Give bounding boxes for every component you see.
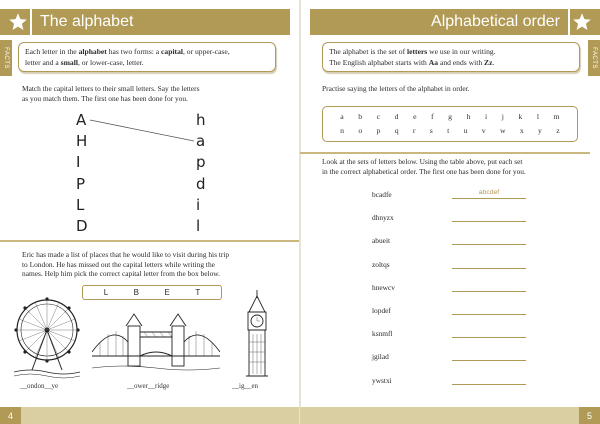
- fact-text: , or lower-case, letter.: [77, 57, 144, 67]
- order-item: [372, 283, 542, 306]
- place-blank-tower-bridge[interactable]: __ower__ridge: [127, 382, 170, 390]
- fact-keyword: Zz: [484, 57, 493, 67]
- eric-instruction: [22, 250, 229, 279]
- jumbled-letters: ksnmfl: [372, 329, 393, 339]
- fact-text: has two forms: a: [106, 47, 162, 56]
- small-letter[interactable]: a: [196, 132, 206, 151]
- small-letter[interactable]: l: [196, 216, 201, 235]
- alphabet-row-1: [333, 110, 567, 124]
- answer-line[interactable]: [452, 384, 526, 385]
- small-letter[interactable]: i: [196, 195, 201, 214]
- alphabet-letter: v: [481, 126, 486, 135]
- small-letter[interactable]: d: [196, 174, 206, 193]
- instruction-line: in the correct alphabetical order. The first one has been done for you.: [322, 166, 526, 176]
- small-letters-column: [196, 110, 206, 237]
- jumbled-letters: abueit: [372, 236, 391, 246]
- alphabet-letter: f: [431, 112, 434, 121]
- alphabet-table: [322, 106, 578, 142]
- instruction-line: as you match them. The first one has been done for you.: [22, 93, 188, 103]
- jumbled-letters: dhnyzx: [372, 213, 394, 223]
- left-footer-bar: [21, 407, 300, 424]
- jumbled-letters: hnewcv: [372, 282, 395, 292]
- answer-line[interactable]: [452, 268, 526, 269]
- answer-line[interactable]: [452, 244, 526, 245]
- alphabet-letter: j: [501, 112, 504, 121]
- alphabet-letter: m: [553, 112, 560, 121]
- alphabet-letter: w: [499, 126, 506, 135]
- practise-instruction: Practise saying the letters of the alphabet in order.: [322, 84, 470, 93]
- alphabet-letter: u: [463, 126, 468, 135]
- london-eye-illustration: [14, 292, 80, 380]
- alphabet-row-2: [333, 124, 567, 138]
- answer-line[interactable]: [452, 314, 526, 315]
- fact-text: The English alphabet starts with: [329, 57, 429, 67]
- alphabet-letter: a: [340, 112, 344, 121]
- alphabet-letter: d: [394, 112, 399, 121]
- jumbled-letters: zoltqs: [372, 259, 390, 269]
- left-page-title: The alphabet: [40, 13, 134, 30]
- answer-line[interactable]: [452, 221, 526, 222]
- instruction-line: Eric has made a list of places that he would like to visit during his trip: [22, 250, 230, 259]
- right-page-title: Alphabetical order: [431, 13, 560, 30]
- alphabet-letter: c: [376, 112, 381, 121]
- answer-line[interactable]: [452, 360, 526, 361]
- tower-bridge-illustration: [92, 312, 220, 378]
- answer-line[interactable]: [452, 291, 526, 292]
- jumbled-letters: jgilad: [372, 352, 389, 362]
- alphabet-letter: n: [340, 126, 345, 135]
- star-icon: [570, 10, 594, 34]
- alphabet-letter: x: [519, 126, 524, 135]
- order-item: [372, 213, 542, 236]
- alphabet-letter: p: [376, 126, 381, 135]
- alphabet-letter: s: [429, 126, 433, 135]
- fact-text: .: [492, 57, 495, 67]
- big-ben-illustration: [240, 290, 274, 380]
- order-item: [372, 306, 542, 329]
- alphabet-letter: i: [485, 112, 488, 121]
- order-item: [372, 260, 542, 283]
- choice-letter[interactable]: B: [133, 288, 140, 297]
- facts-tab-label: FACTS: [3, 47, 9, 69]
- alphabet-letter: g: [448, 112, 453, 121]
- capital-letter[interactable]: D: [76, 216, 88, 235]
- fact-text: Each letter in the: [25, 47, 79, 56]
- alphabet-letter: z: [556, 126, 560, 135]
- capital-letter[interactable]: A: [76, 111, 87, 129]
- section-divider: [0, 240, 300, 242]
- right-facts-tab: [588, 40, 600, 76]
- place-blank-big-ben[interactable]: __ig__en: [232, 382, 259, 390]
- facts-tab-label: FACTS: [591, 47, 597, 69]
- jumbled-letters: ywstxi: [372, 375, 392, 385]
- order-item: [372, 376, 542, 399]
- left-page-number: 4: [0, 407, 21, 424]
- jumbled-letters: bcadfe: [372, 190, 392, 199]
- section-divider: [300, 152, 590, 154]
- instruction-line: Match the capital letters to their small letters. Say the letters: [22, 84, 200, 93]
- alphabet-letter: e: [413, 112, 417, 121]
- fact-text: , or upper-case,: [182, 47, 230, 56]
- small-letter[interactable]: p: [196, 153, 206, 172]
- capital-letter-choices: [82, 285, 222, 300]
- choice-letter[interactable]: L: [103, 288, 109, 297]
- choice-letter[interactable]: E: [164, 288, 170, 297]
- order-instruction: [322, 157, 526, 176]
- answer-line[interactable]: [452, 198, 526, 199]
- right-footer-bar: [300, 407, 579, 424]
- alphabet-letter: h: [466, 112, 471, 121]
- fact-text: we use in our writing.: [427, 47, 496, 56]
- capital-letter[interactable]: H: [76, 132, 88, 151]
- right-page: [300, 0, 600, 424]
- right-fact-box: [322, 42, 580, 72]
- place-blank-london-eye[interactable]: __ondon__ye: [20, 382, 59, 390]
- alphabet-letter: t: [447, 126, 450, 135]
- capital-letter[interactable]: I: [76, 153, 81, 172]
- small-letter[interactable]: h: [196, 111, 206, 129]
- order-item: [372, 236, 542, 259]
- instruction-line: Look at the sets of letters below. Using the table above, put each set: [322, 157, 523, 166]
- alphabet-letter: b: [358, 112, 363, 121]
- fact-keyword: small: [60, 57, 78, 67]
- order-item: [372, 352, 542, 375]
- answer-line[interactable]: [452, 337, 526, 338]
- right-header-bar: [310, 9, 600, 35]
- fact-keyword: alphabet: [78, 47, 107, 56]
- example-answer: abcdef: [478, 189, 500, 196]
- instruction-line: to London. He has missed out the capital letters while writing the: [22, 259, 215, 269]
- alphabet-letter: k: [518, 112, 523, 121]
- jumbled-letters: lopdef: [372, 305, 391, 315]
- order-item: [372, 329, 542, 352]
- fact-keyword: Aa: [428, 57, 439, 67]
- capital-letter[interactable]: L: [76, 195, 85, 214]
- instruction-line: names. Help him pick the correct capital letter from the box below.: [22, 269, 220, 279]
- alphabet-letter: r: [412, 126, 416, 135]
- alphabet-letter: q: [394, 126, 399, 135]
- order-exercise-list: [372, 190, 542, 399]
- capital-letter[interactable]: P: [76, 174, 86, 193]
- alphabet-letter: l: [536, 112, 539, 121]
- fact-keyword: letters: [407, 47, 428, 56]
- alphabet-letter: o: [358, 126, 363, 135]
- order-item: [372, 190, 542, 213]
- fact-text: and ends with: [438, 57, 485, 67]
- fact-text: letter and a: [25, 57, 61, 67]
- choice-letter[interactable]: T: [195, 288, 201, 297]
- fact-keyword: capital: [161, 47, 183, 56]
- alphabet-letter: y: [538, 126, 542, 135]
- fact-text: The alphabet is the set of: [329, 47, 408, 56]
- right-page-number: 5: [579, 407, 600, 424]
